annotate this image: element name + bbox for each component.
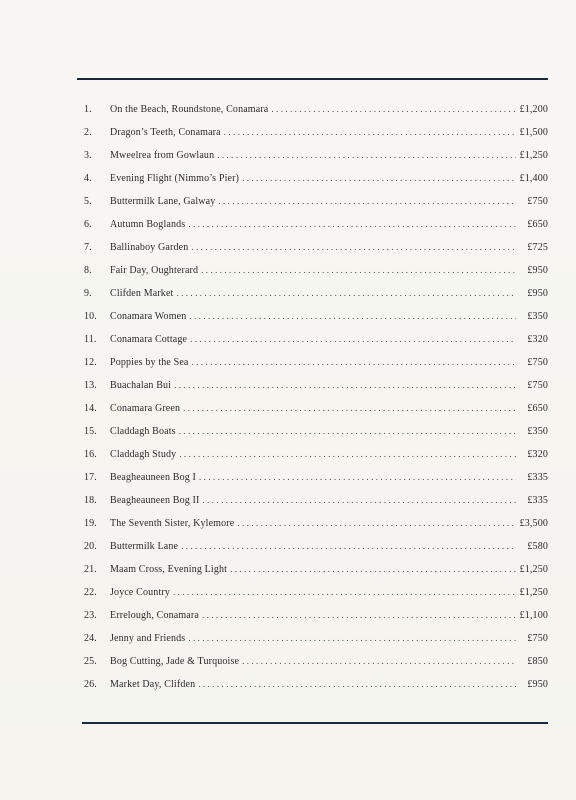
item-title: Jenny and Friends (110, 633, 186, 644)
item-price: £350 (527, 426, 548, 437)
item-title: Claddagh Study (110, 449, 177, 460)
item-price: £650 (527, 219, 548, 230)
item-number: 22. (84, 587, 97, 598)
item-price: £335 (527, 472, 548, 483)
list-item (78, 587, 548, 610)
item-title: On the Beach, Roundstone, Conamara (110, 104, 269, 115)
item-title: Beagheauneen Bog II (110, 495, 200, 506)
item-number: 12. (84, 357, 97, 368)
item-number: 17. (84, 472, 97, 483)
item-price: £750 (527, 196, 548, 207)
item-number: 14. (84, 403, 97, 414)
list-item (78, 288, 548, 311)
item-title: Fair Day, Oughterard (110, 265, 199, 276)
item-title: Evening Flight (Nimmo’s Pier) (110, 173, 240, 184)
item-price: £335 (527, 495, 548, 506)
list-item (78, 127, 548, 150)
list-item (78, 449, 548, 472)
item-price: £1,250 (519, 564, 548, 575)
list-item (78, 265, 548, 288)
list-item (78, 334, 548, 357)
list-item (78, 150, 548, 173)
item-price: £1,200 (519, 104, 548, 115)
item-number: 4. (84, 173, 92, 184)
item-price: £3,500 (519, 518, 548, 529)
dot-leader (183, 403, 516, 413)
item-price: £950 (527, 265, 548, 276)
item-price: £850 (527, 656, 548, 667)
list-item (78, 564, 548, 587)
item-number: 26. (84, 679, 97, 690)
item-number: 5. (84, 196, 92, 207)
dot-leader (173, 587, 516, 597)
item-number: 6. (84, 219, 92, 230)
item-price: £725 (527, 242, 548, 253)
item-number: 10. (84, 311, 97, 322)
list-item (78, 656, 548, 679)
item-title: Bog Cutting, Jade & Turquoise (110, 656, 240, 667)
dot-leader (242, 173, 516, 183)
dot-leader (192, 357, 516, 367)
item-number: 16. (84, 449, 97, 460)
item-number: 9. (84, 288, 92, 299)
item-number: 7. (84, 242, 92, 253)
dot-leader (199, 472, 516, 482)
item-title: Conamara Green (110, 403, 181, 414)
list-item (78, 541, 548, 564)
list-item (78, 633, 548, 656)
item-number: 3. (84, 150, 92, 161)
list-item (78, 242, 548, 265)
top-rule (77, 78, 548, 80)
list-item (78, 219, 548, 242)
item-number: 23. (84, 610, 97, 621)
item-number: 1. (84, 104, 92, 115)
item-number: 21. (84, 564, 97, 575)
item-number: 15. (84, 426, 97, 437)
item-number: 11. (84, 334, 97, 345)
item-title: Dragon’s Teeth, Conamara (110, 127, 221, 138)
list-item (78, 610, 548, 633)
dot-leader (191, 242, 516, 252)
dot-leader (217, 150, 516, 160)
list-item (78, 380, 548, 403)
list-item (78, 403, 548, 426)
dot-leader (188, 219, 516, 229)
item-number: 19. (84, 518, 97, 529)
item-price: £320 (527, 449, 548, 460)
item-title: Mweelrea from Gowlaun (110, 150, 215, 161)
item-title: Beagheauneen Bog I (110, 472, 197, 483)
dot-leader (271, 104, 516, 114)
item-number: 20. (84, 541, 97, 552)
item-title: Autumn Boglands (110, 219, 186, 230)
item-number: 13. (84, 380, 97, 391)
dot-leader (198, 679, 516, 689)
dot-leader (237, 518, 516, 528)
dot-leader (181, 541, 516, 551)
item-title: Poppies by the Sea (110, 357, 189, 368)
item-price: £950 (527, 288, 548, 299)
item-title: Market Day, Clifden (110, 679, 196, 690)
dot-leader (242, 656, 516, 666)
item-number: 2. (84, 127, 92, 138)
item-title: Clifden Market (110, 288, 174, 299)
item-price: £1,100 (519, 610, 548, 621)
dot-leader (174, 380, 516, 390)
item-title: The Seventh Sister, Kylemore (110, 518, 235, 529)
list-item (78, 495, 548, 518)
item-price: £950 (527, 679, 548, 690)
dot-leader (202, 495, 516, 505)
item-number: 18. (84, 495, 97, 506)
list-item (78, 173, 548, 196)
dot-leader (202, 610, 516, 620)
dot-leader (224, 127, 516, 137)
list-item (78, 104, 548, 127)
list-item (78, 311, 548, 334)
dot-leader (201, 265, 516, 275)
dot-leader (188, 633, 516, 643)
bottom-rule (82, 722, 548, 724)
dot-leader (189, 311, 516, 321)
dot-leader (176, 288, 516, 298)
list-item (78, 426, 548, 449)
item-title: Ballinaboy Garden (110, 242, 189, 253)
item-number: 24. (84, 633, 97, 644)
list-item (78, 679, 548, 702)
item-title: Claddagh Boats (110, 426, 176, 437)
list-item (78, 196, 548, 219)
item-title: Joyce Country (110, 587, 170, 598)
item-title: Errelough, Conamara (110, 610, 199, 621)
item-price: £750 (527, 633, 548, 644)
list-item (78, 518, 548, 541)
item-price: £350 (527, 311, 548, 322)
dot-leader (218, 196, 516, 206)
dot-leader (190, 334, 516, 344)
item-price: £750 (527, 380, 548, 391)
list-item (78, 357, 548, 380)
item-price: £1,250 (519, 150, 548, 161)
item-title: Conamara Cottage (110, 334, 188, 345)
item-price: £320 (527, 334, 548, 345)
item-title: Maam Cross, Evening Light (110, 564, 228, 575)
dot-leader (179, 426, 516, 436)
list-item (78, 472, 548, 495)
item-title: Buttermilk Lane (110, 541, 179, 552)
item-price: £1,500 (519, 127, 548, 138)
dot-leader (230, 564, 516, 574)
item-title: Conamara Women (110, 311, 187, 322)
item-title: Buttermilk Lane, Galway (110, 196, 216, 207)
item-price: £750 (527, 357, 548, 368)
item-price: £580 (527, 541, 548, 552)
dot-leader (179, 449, 516, 459)
item-price: £1,400 (519, 173, 548, 184)
price-list (78, 104, 548, 702)
item-title: Buachalan Bui (110, 380, 172, 391)
item-price: £650 (527, 403, 548, 414)
item-price: £1,250 (519, 587, 548, 598)
item-number: 8. (84, 265, 92, 276)
item-number: 25. (84, 656, 97, 667)
